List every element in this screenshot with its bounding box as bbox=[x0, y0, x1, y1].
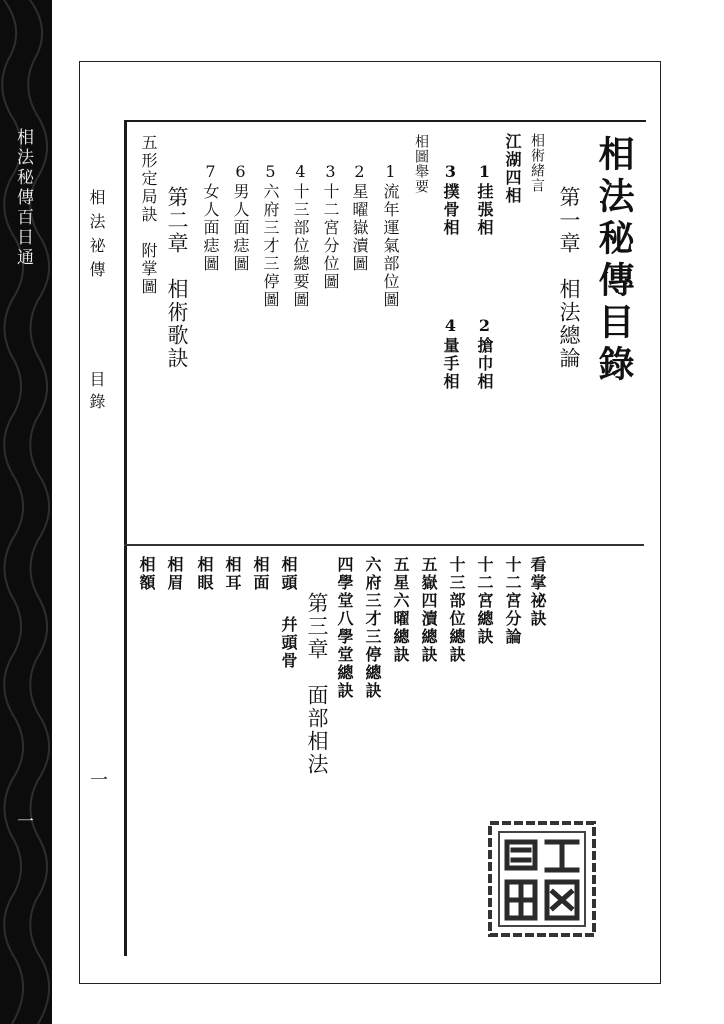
toc-entry: 四學堂八學堂總訣 bbox=[335, 556, 354, 700]
toc-entry: 看掌祕訣 bbox=[528, 556, 547, 628]
toc-entry: 五嶽四瀆總訣 bbox=[419, 556, 438, 664]
toc-entry: 4量手相 bbox=[441, 316, 460, 391]
figure-entry: 3十二宮分位圖 bbox=[321, 162, 340, 291]
toc-entry: 幷頭骨 bbox=[279, 616, 298, 670]
border-left-rule bbox=[124, 120, 127, 956]
toc-entry: 相眼 bbox=[195, 556, 214, 592]
toc-entry: 相圖舉要 bbox=[413, 134, 429, 194]
page-title: 相法秘傳目錄 bbox=[593, 135, 635, 387]
toc-entry: 五星六曜總訣 bbox=[391, 556, 410, 664]
toc-entry: 相術緒言 bbox=[529, 133, 545, 193]
toc-entry: 江湖四相 bbox=[503, 133, 522, 205]
chapter2-heading: 第二章 相術歌訣 bbox=[165, 186, 189, 370]
toc-entry: 2搶巾相 bbox=[475, 316, 494, 391]
toc-entry: 十二宮總訣 bbox=[475, 556, 494, 646]
page-number: 一 bbox=[87, 770, 108, 788]
figure-entry: 4十三部位總要圖 bbox=[291, 162, 310, 309]
toc-entry: 五形定局訣 附掌圖 bbox=[139, 134, 158, 296]
toc-entry: 十三部位總訣 bbox=[447, 556, 466, 664]
figure-entry: 5六府三才三停圖 bbox=[261, 162, 280, 309]
toc-entry: 相面 bbox=[251, 556, 270, 592]
toc-entry: 3撲骨相 bbox=[441, 162, 460, 237]
chapter3-heading: 第三章 面部相法 bbox=[305, 592, 329, 776]
toc-entry: 相耳 bbox=[223, 556, 242, 592]
seal-stamp bbox=[487, 820, 597, 938]
toc-entry: 十二宮分論 bbox=[503, 556, 522, 646]
figure-entry: 2星曜嶽瀆圖 bbox=[350, 162, 369, 273]
book-spine bbox=[0, 0, 52, 1024]
section-divider bbox=[124, 544, 644, 546]
spine-title: 相法秘傳百日通 bbox=[13, 128, 33, 268]
margin-title: 相法祕傳 bbox=[87, 189, 106, 285]
spine-folio: 一 bbox=[13, 812, 33, 829]
figure-entry: 6男人面痣圖 bbox=[231, 162, 250, 273]
toc-entry: 相額 bbox=[137, 556, 156, 592]
figure-entry: 7女人面痣圖 bbox=[201, 162, 220, 273]
figure-entry: 1流年運氣部位圖 bbox=[381, 162, 400, 309]
toc-entry: 相頭 bbox=[279, 556, 298, 592]
border-top-rule bbox=[124, 120, 646, 122]
toc-entry: 相眉 bbox=[165, 556, 184, 592]
margin-subtitle: 目錄 bbox=[87, 371, 106, 415]
toc-entry: 六府三才三停總訣 bbox=[363, 556, 382, 700]
chapter1-heading: 第一章 相法總論 bbox=[557, 186, 581, 370]
toc-entry: 1挂張相 bbox=[475, 162, 494, 237]
